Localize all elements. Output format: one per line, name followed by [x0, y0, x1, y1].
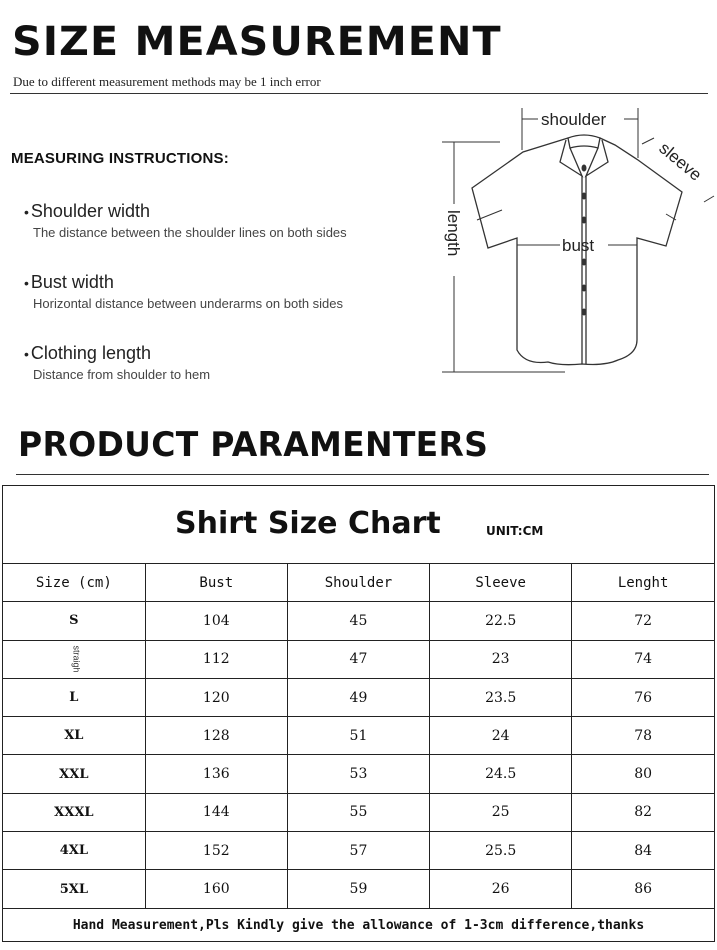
bullet-icon: • [24, 346, 29, 362]
size-chart-unit: UNIT:CM [486, 524, 544, 538]
size-chart-footer: Hand Measurement,Pls Kindly give the allowance of 1-3cm difference,thanks [72, 917, 645, 933]
size-cell: 5XL [3, 870, 145, 908]
page-title: SIZE MEASUREMENT [12, 19, 502, 65]
table-row [3, 678, 714, 716]
table-row [3, 717, 714, 755]
sleeve-cell: 22.5 [430, 602, 572, 640]
column-header: Bust [145, 564, 287, 602]
bullet-icon: • [24, 275, 29, 291]
shoulder-cell: 57 [287, 832, 429, 870]
shoulder-cell: 51 [287, 717, 429, 755]
size-cell: XXXL [3, 793, 145, 831]
params-title: PRODUCT PARAMENTERS [18, 425, 489, 465]
size-mark: straigh [71, 645, 82, 673]
bust-cell: 152 [145, 832, 287, 870]
sleeve-cell: 24 [430, 717, 572, 755]
instruction-length [24, 343, 210, 382]
table-row [3, 832, 714, 870]
shoulder-label: shoulder [541, 110, 607, 129]
bust-cell: 160 [145, 870, 287, 908]
bust-cell: 136 [145, 755, 287, 793]
instruction-desc: Horizontal distance between underarms on both sides [33, 296, 344, 311]
table-header-row [3, 564, 714, 602]
size-chart-header [3, 486, 714, 564]
table-row [3, 755, 714, 793]
instruction-shoulder [24, 201, 347, 240]
column-header: Sleeve [430, 564, 572, 602]
length-cell: 76 [572, 678, 714, 716]
instruction-desc: Distance from shoulder to hem [33, 367, 211, 382]
size-cell: S [3, 602, 145, 640]
instruction-name: Clothing length [30, 343, 151, 363]
instruction-name: Bust width [30, 272, 114, 292]
length-cell: 72 [572, 602, 714, 640]
sleeve-cell: 23 [430, 640, 572, 678]
length-cell: 84 [572, 832, 714, 870]
table-row [3, 640, 714, 678]
size-chart [2, 485, 715, 942]
instruction-desc: The distance between the shoulder lines on both sides [33, 225, 347, 240]
size-cell: L [3, 678, 145, 716]
sleeve-cell: 25 [430, 793, 572, 831]
table-row [3, 870, 714, 908]
instructions-title: MEASURING INSTRUCTIONS: [11, 150, 229, 167]
table-row [3, 793, 714, 831]
shoulder-cell: 55 [287, 793, 429, 831]
length-cell: 80 [572, 755, 714, 793]
size-chart-title: Shirt Size Chart [175, 506, 441, 541]
length-cell: 86 [572, 870, 714, 908]
size-table [3, 564, 714, 909]
shoulder-cell: 45 [287, 602, 429, 640]
shirt-diagram [430, 100, 715, 385]
size-cell: XL [3, 717, 145, 755]
instruction-name: Shoulder width [30, 201, 150, 221]
measurement-note: Due to different measurement methods may be 1 inch error [13, 74, 321, 89]
bust-label: bust [562, 236, 595, 255]
shoulder-cell: 53 [287, 755, 429, 793]
shoulder-cell: 47 [287, 640, 429, 678]
size-cell: XXL [3, 755, 145, 793]
size-cell: 4XL [3, 832, 145, 870]
length-cell: 82 [572, 793, 714, 831]
shoulder-cell: 59 [287, 870, 429, 908]
instruction-bust [24, 272, 343, 311]
column-header: Lenght [572, 564, 714, 602]
sleeve-cell: 25.5 [430, 832, 572, 870]
length-cell: 78 [572, 717, 714, 755]
header-divider [10, 93, 708, 94]
params-divider [16, 474, 709, 475]
bust-cell: 120 [145, 678, 287, 716]
bust-cell: 128 [145, 717, 287, 755]
length-label: length [444, 210, 463, 257]
shoulder-cell: 49 [287, 678, 429, 716]
column-header: Size (cm) [3, 564, 145, 602]
length-cell: 74 [572, 640, 714, 678]
sleeve-cell: 26 [430, 870, 572, 908]
sleeve-cell: 24.5 [430, 755, 572, 793]
bust-cell: 112 [145, 640, 287, 678]
table-row [3, 602, 714, 640]
bullet-icon: • [24, 204, 29, 220]
column-header: Shoulder [287, 564, 429, 602]
bust-cell: 144 [145, 793, 287, 831]
sleeve-cell: 23.5 [430, 678, 572, 716]
sleeve-label: sleeve [655, 138, 706, 185]
bust-cell: 104 [145, 602, 287, 640]
size-cell [3, 640, 145, 678]
